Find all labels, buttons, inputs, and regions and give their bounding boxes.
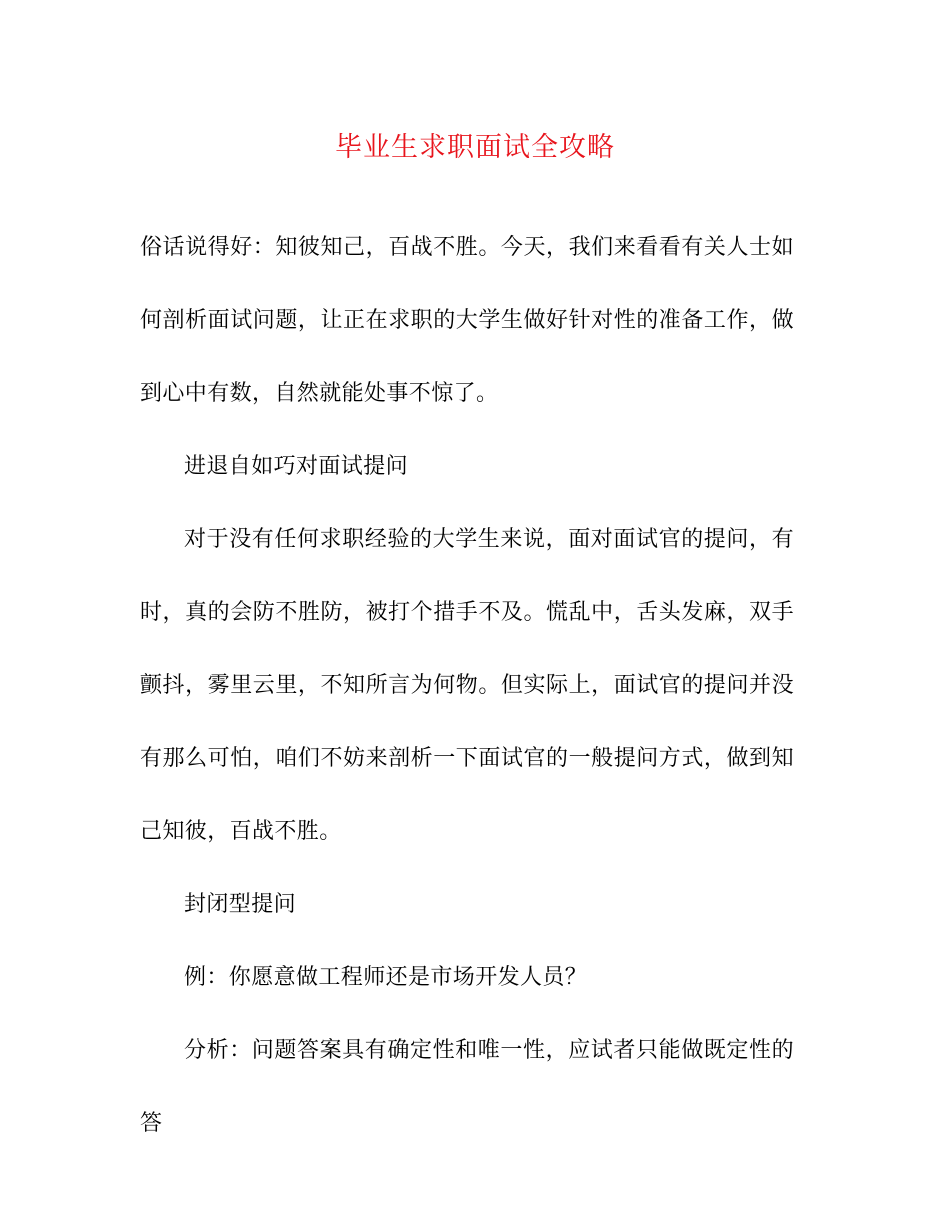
document-body [140, 211, 794, 1160]
paragraph-analysis: 分析：问题答案具有确定性和唯一性，应试者只能做既定性的答 [140, 1038, 794, 1136]
paragraph-example: 例：你愿意做工程师还是市场开发人员？ [184, 965, 588, 990]
document-title: 毕业生求职面试全攻略 [335, 132, 615, 163]
section-heading-interview-questions: 进退自如巧对面试提问 [184, 454, 409, 479]
paragraph-questioning-overview: 对于没有任何求职经验的大学生来说，面对面试官的提问，有时，真的会防不胜防，被打个措手不及。慌乱中，舌头发麻，双手颤抖，雾里云里，不知所言为何物。但实际上，面试官的提问并没有那么可怕，咱们不妨来剖析一下面试官的一般提问方式，做到知己知彼，百战不胜。 [140, 527, 794, 844]
paragraph-intro: 俗话说得好：知彼知己，百战不胜。今天，我们来看看有关人士如何剖析面试问题，让正在求职的大学生做好针对性的准备工作，做到心中有数，自然就能处事不惊了。 [140, 235, 794, 406]
section-heading-closed-questions: 封闭型提问 [184, 892, 297, 917]
